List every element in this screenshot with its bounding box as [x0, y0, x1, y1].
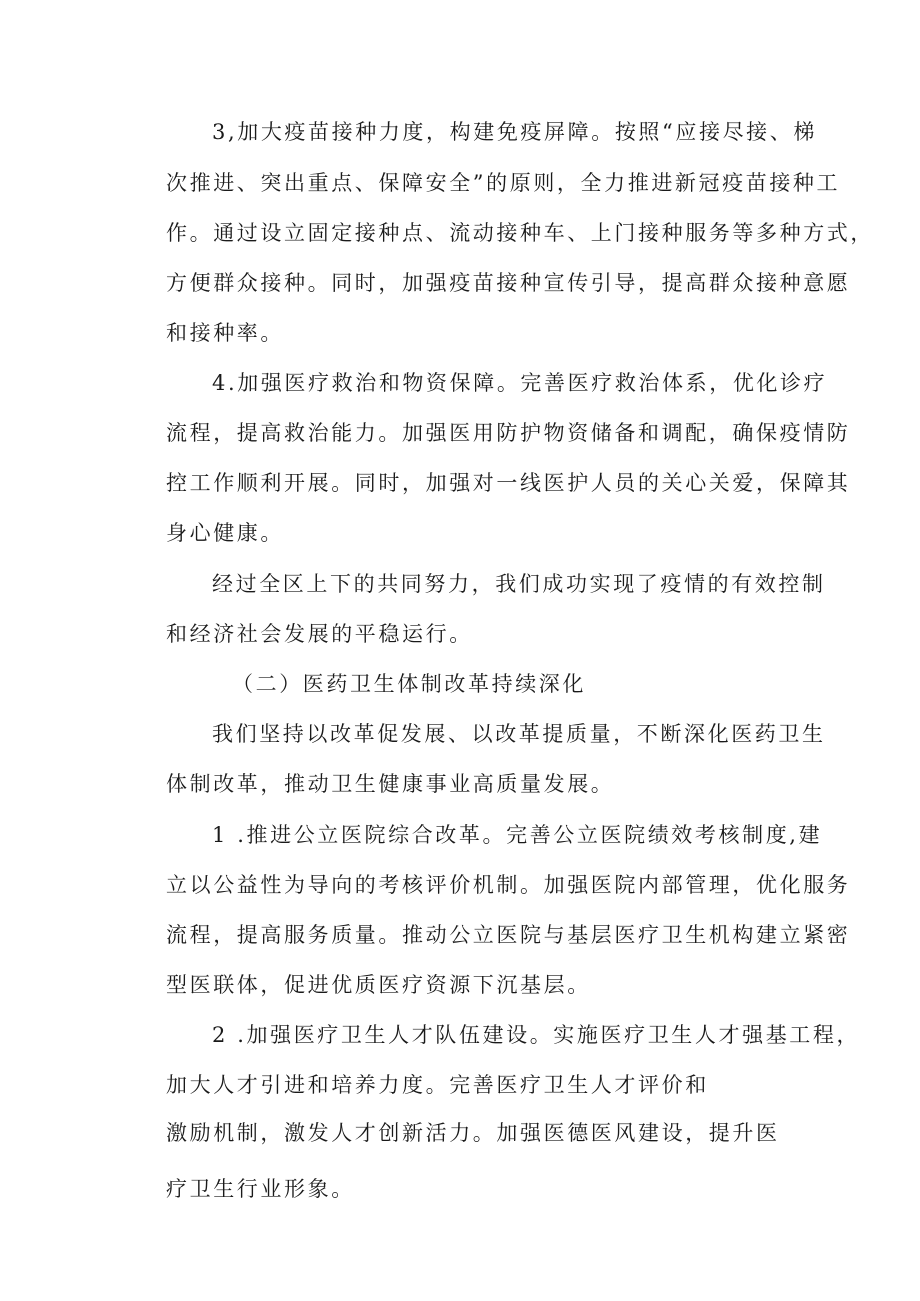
- summary-line-2: 和经济社会发展的平稳运行。: [166, 622, 473, 646]
- paragraph-3-line-1: 3,加大疫苗接种力度，构建免疫屏障。按照“应接尽接、梯: [212, 120, 817, 144]
- paragraph-3-line-2: 次推进、突出重点、保障安全”的原则，全力推进新冠疫苗接种工: [166, 171, 841, 195]
- item-2-line-1: 2 .加强医疗卫生人才队伍建设。实施医疗卫生人才强基工程，: [212, 1023, 861, 1047]
- intro-line-2: 体制改革，推动卫生健康事业高质量发展。: [166, 772, 615, 796]
- item-2-line-2: 加大人才引进和培养力度。完善医疗卫生人才评价和: [166, 1073, 709, 1097]
- paragraph-4-line-1: 4.加强医疗救治和物资保障。完善医疗救治体系，优化诊疗: [212, 371, 828, 395]
- item-1-line-1: 1 .推进公立医院综合改革。完善公立医院绩效考核制度,建: [212, 823, 823, 847]
- paragraph-4-line-2: 流程，提高救治能力。加强医用防护物资储备和调配，确保疫情防: [166, 421, 851, 445]
- item-1-line-3: 流程，提高服务质量。推动公立医院与基层医疗卫生机构建立紧密: [166, 923, 851, 947]
- paragraph-3-line-3: 作。通过设立固定接种点、流动接种车、上门接种服务等多种方式，: [166, 221, 874, 245]
- paragraph-3-line-4: 方便群众接种。同时，加强疫苗接种宣传引导，提高群众接种意愿: [166, 271, 851, 295]
- item-1-line-2: 立以公益性为导向的考核评价机制。加强医院内部管理，优化服务: [166, 873, 851, 897]
- paragraph-4-line-4: 身心健康。: [166, 521, 284, 545]
- summary-line-1: 经过全区上下的共同努力，我们成功实现了疫情的有效控制: [212, 572, 826, 596]
- item-2-line-4: 疗卫生行业形象。: [166, 1177, 355, 1201]
- section-heading: （二）医药卫生体制改革持续深化: [232, 672, 586, 696]
- paragraph-3-line-5: 和接种率。: [166, 321, 284, 345]
- intro-line-1: 我们坚持以改革促发展、以改革提质量，不断深化医药卫生: [212, 722, 826, 746]
- item-1-line-4: 型医联体，促进优质医疗资源下沉基层。: [166, 973, 591, 997]
- item-2-line-3: 激励机制，激发人才创新活力。加强医德医风建设，提升医: [166, 1121, 780, 1145]
- paragraph-4-line-3: 控工作顺利开展。同时，加强对一线医护人员的关心关爱，保障其: [166, 471, 851, 495]
